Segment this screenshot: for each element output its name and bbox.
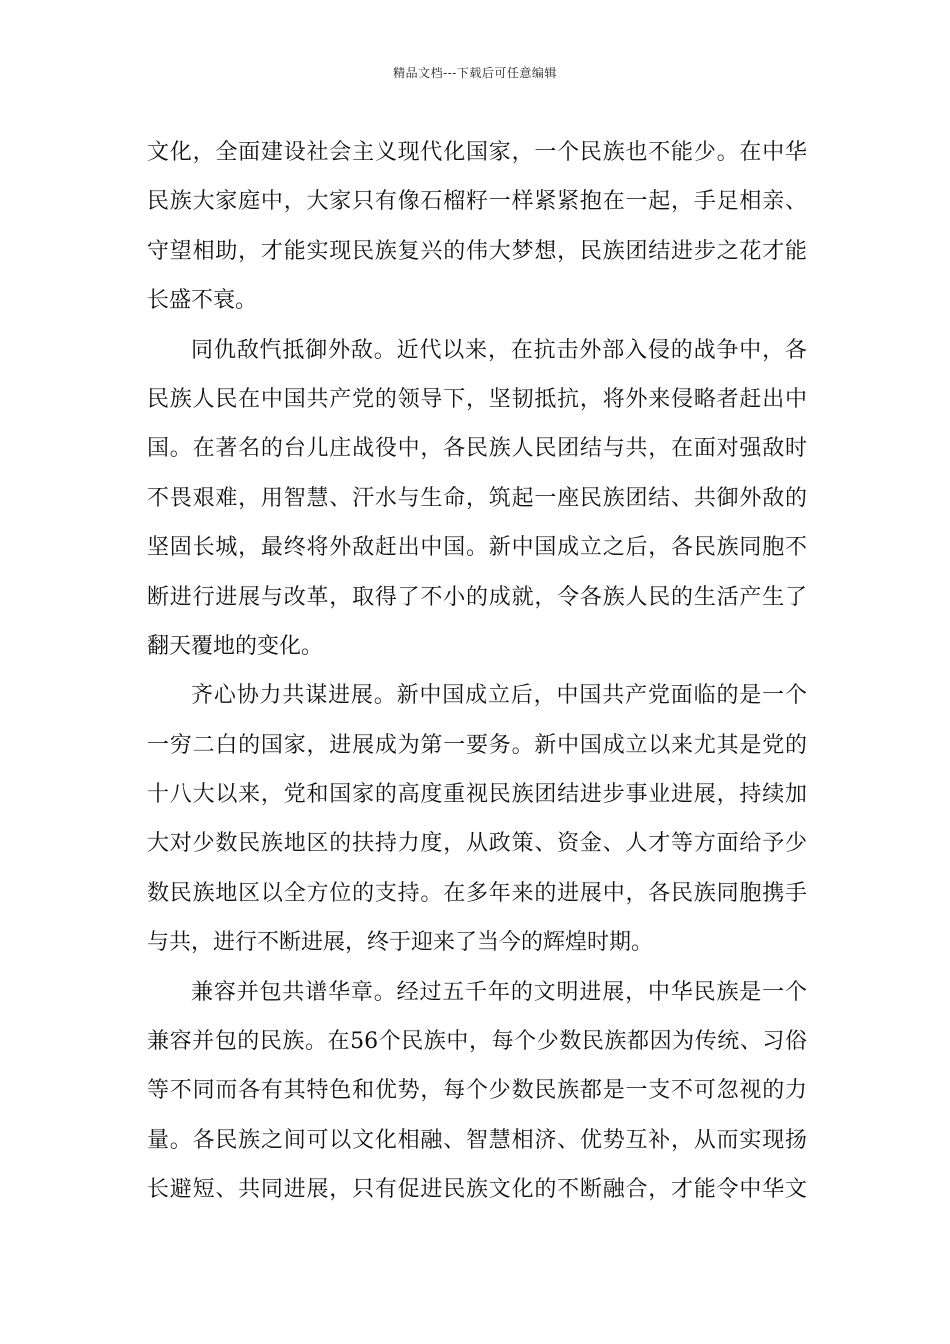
- text-line: 兼容并包的民族。在56个民族中，每个少数民族都因为传统、习俗: [147, 1029, 807, 1055]
- text-line: 与共，进行不断进展，终于迎来了当今的辉煌时期。: [147, 930, 654, 956]
- text-line: 不畏艰难，用智慧、汗水与生命，筑起一座民族团结、共御外敌的: [147, 485, 807, 511]
- text-line: 十八大以来，党和国家的高度重视民族团结进步事业进展，持续加: [147, 782, 807, 808]
- text-line: 大对少数民族地区的扶持力度，从政策、资金、人才等方面给予少: [147, 831, 807, 857]
- text-line: 国。在著名的台儿庄战役中，各民族人民团结与共，在面对强敌时: [147, 436, 807, 462]
- paragraph-first-line: 兼容并包共谱华章。经过五千年的文明进展，中华民族是一个: [191, 979, 807, 1005]
- text-line: 等不同而各有其特色和优势，每个少数民族都是一支不可忽视的力: [147, 1078, 807, 1104]
- text-line: 长避短、共同进展，只有促进民族文化的不断融合，才能令中华文: [147, 1177, 807, 1203]
- document-body: [147, 128, 807, 1215]
- text-line: 数民族地区以全方位的支持。在多年来的进展中，各民族同胞携手: [147, 880, 807, 906]
- text-line: 长盛不衰。: [147, 288, 258, 314]
- text-line: 民族大家庭中，大家只有像石榴籽一样紧紧抱在一起，手足相亲、: [147, 189, 807, 215]
- text-line: 文化，全面建设社会主义现代化国家，一个民族也不能少。在中华: [147, 140, 807, 165]
- text-line: 量。各民族之间可以文化相融、智慧相济、优势互补，从而实现扬: [147, 1127, 807, 1153]
- text-line: 民族人民在中国共产党的领导下，坚韧抵抗，将外来侵略者赶出中: [147, 386, 807, 412]
- text-line: 断进行进展与改革，取得了不小的成就，令各族人民的生活产生了: [147, 584, 807, 610]
- paragraph-first-line: 齐心协力共谋进展。新中国成立后，中国共产党面临的是一个: [191, 683, 807, 709]
- text-line: 坚固长城，最终将外敌赶出中国。新中国成立之后，各民族同胞不: [147, 535, 807, 561]
- text-line: 一穷二白的国家，进展成为第一要务。新中国成立以来尤其是党的: [147, 732, 807, 758]
- paragraph-first-line: 同仇敌忾抵御外敌。近代以来，在抗击外部入侵的战争中，各: [191, 337, 807, 363]
- text-line: 翻天覆地的变化。: [147, 633, 324, 659]
- page-header: 精品文档---下载后可任意编辑: [393, 66, 557, 80]
- text-line: 守望相助，才能实现民族复兴的伟大梦想，民族团结进步之花才能: [147, 238, 807, 264]
